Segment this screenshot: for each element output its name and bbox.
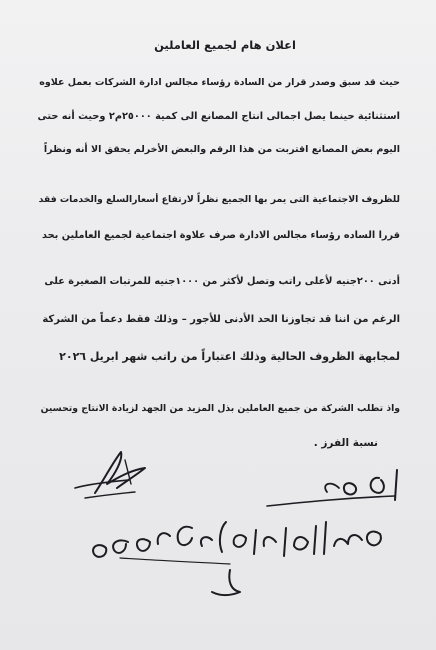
signature-right [255, 458, 415, 513]
body-line: استثنائية حينما يصل اجمالى انتاج المصانع الى كمية ٢٥٠٠٠م٢ وحيث أنه حتى [37, 111, 400, 122]
handwritten-note [80, 512, 410, 602]
body-line: واذ تطلب الشركة من جميع العاملين بذل المزيد من الجهد لزيادة الانتاج وتحسين [40, 403, 400, 414]
body-line: اليوم بعض المصانع اقتربت من هذا الرقم والبعض الأخرلم يحقق الا أنه ونظراً [43, 144, 400, 155]
body-line: لمجابهة الظروف الحالية وذلك اعتباراً من راتب شهر ابريل ٢٠٢٦ [59, 350, 400, 363]
body-line: الرغم من اننا قد تجاوزنا الحد الأدنى للأجور – وذلك فقط دعماً من الشركة [42, 314, 400, 325]
document-title: اعلان هام لجميع العاملين [154, 38, 296, 52]
body-line: نسبة الفرز . [313, 437, 378, 449]
body-line: للظروف الاجتماعية التى يمر بها الجميع نظراً لارتفاع أسعارالسلع والخدمات فقد [38, 194, 400, 205]
signature-left [55, 448, 165, 508]
body-line: قررا الساده رؤساء مجالس الادارة صرف علاوة اجتماعية لجميع العاملين بحد [42, 230, 400, 241]
body-line: أدنى ٢٠٠جنيه لأعلى راتب وتصل لأكثر من ١٠٠٠جنيه للمرتبات الصغيرة على [44, 276, 400, 287]
body-line: حيث قد سبق وصدر قرار من السادة رؤساء مجالس ادارة الشركات بعمل علاوه [39, 77, 400, 88]
